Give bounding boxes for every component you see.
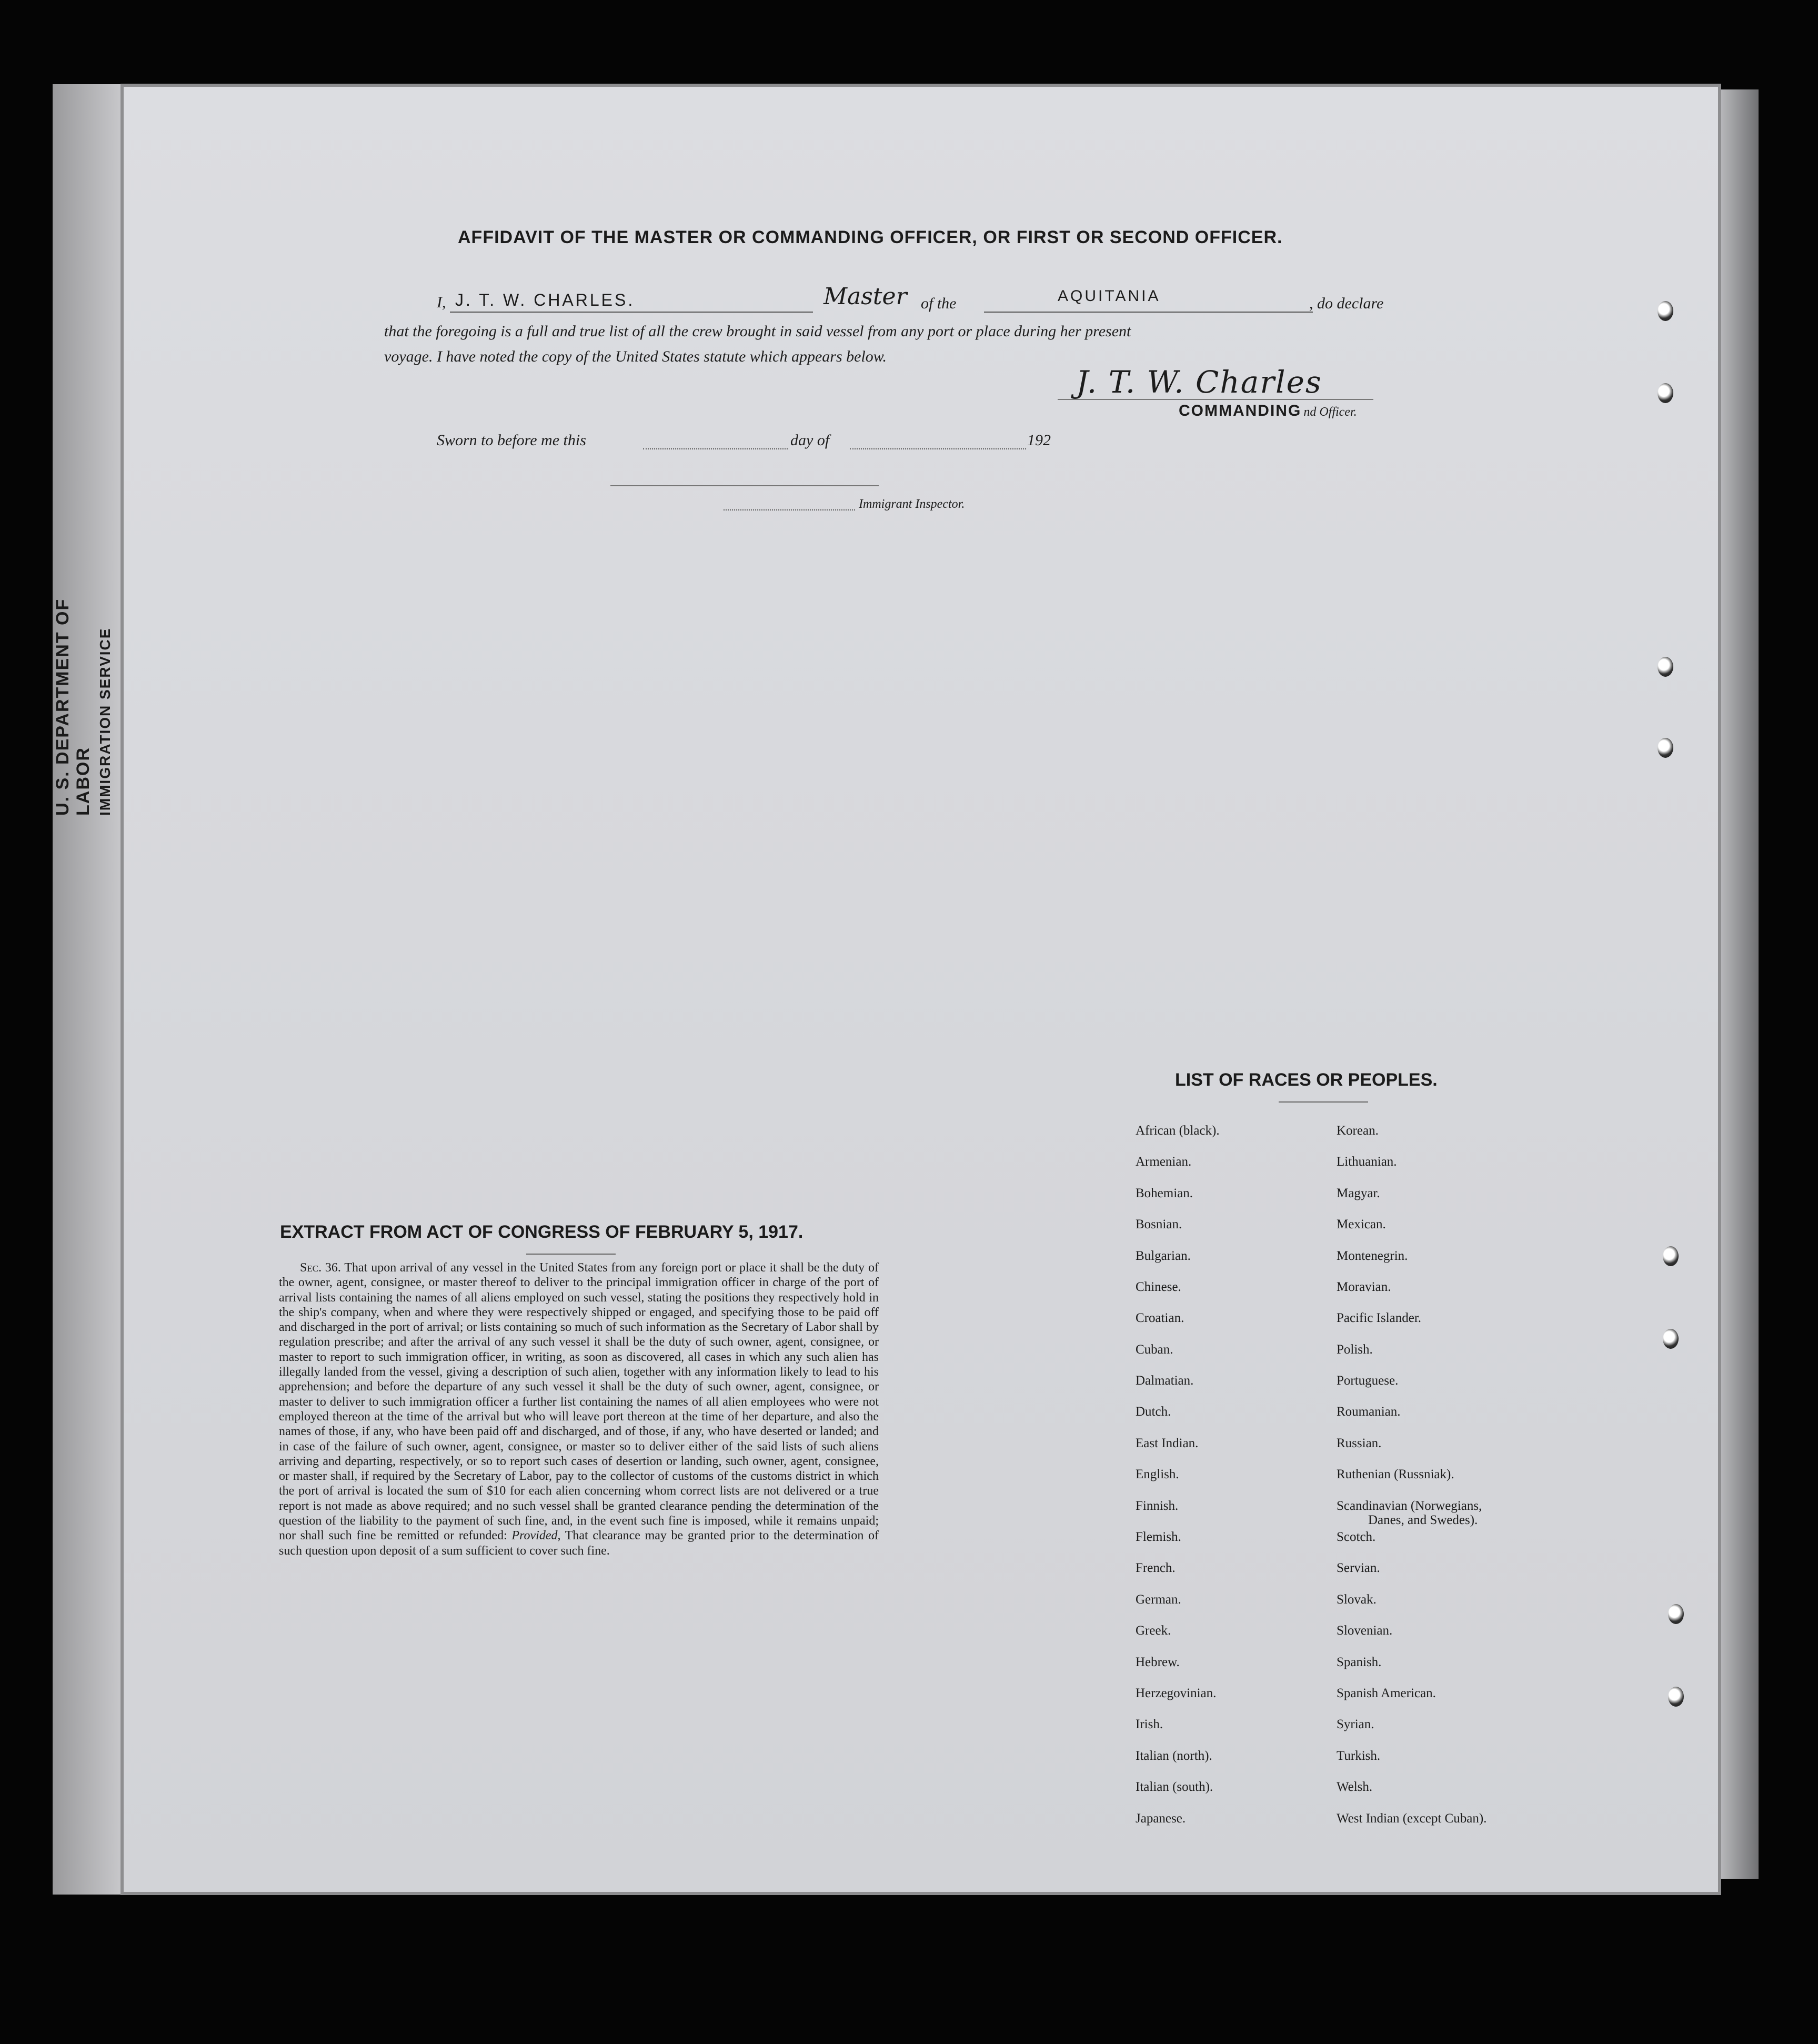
race-item: English. [1136,1467,1179,1481]
race-item: Armenian. [1136,1155,1192,1169]
extract-body [279,1260,879,1558]
race-item: Dalmatian. [1136,1374,1194,1388]
race-item: Irish. [1136,1717,1163,1731]
vessel-name: AQUITANIA [1058,287,1161,305]
punch-hole-icon [1658,738,1673,758]
race-item: Bosnian. [1136,1217,1182,1231]
race-item: Italian (north). [1136,1749,1212,1763]
master-signature: J. T. W. Charles [1076,364,1322,400]
affidavit-prefix: I, [437,294,446,311]
race-item: Turkish. [1337,1749,1381,1763]
name-underline [450,312,813,313]
officer-suffix: nd Officer. [1303,405,1357,419]
sworn-day-line [643,448,788,449]
race-item: Roumanian. [1337,1405,1401,1419]
extract-title-rule [526,1254,616,1255]
do-declare-text: , do declare [1309,295,1384,312]
commanding-stamp: COMMANDING [1179,402,1302,419]
extract-text-part2: That clearance may be granted prior to the determination of such question upon deposit of a sum sufficient to cover such fine. [279,1529,879,1558]
race-item: Slovak. [1337,1592,1377,1607]
race-item: Dutch. [1136,1405,1171,1419]
race-item: Welsh. [1337,1780,1373,1794]
extract-text-part1: That upon arrival of any vessel in the United States from any foreign port or place it shall be the duty of the owner, agent, consignee, or master thereof to deliver to the principal immigration officer in charge of the port of arrival lists containing the names of all aliens employed on such vessel, stating the positions they respectively hold in the ship's company, when and where they were respectively shipped or engaged, and specifying those to be paid off and discharged in the port of arrival; or lists containing so much of such information as the Secretary of Labor shall by regulation prescribe; and after the arrival of any such vessel it shall be the duty of such owner, agent, consignee, or master to report to such immigration officer, in writing, as soon as discovered, all cases in which any such alien has illegally landed from the vessel, giving a description of such alien, together with any information likely to lead to his apprehension; and before the departure of any such vessel it shall be the duty of such owner, agent, consignee, or master to deliver to such immigration officer a further list containing the names of all alien employees who were not employed thereon at the time of the arrival but who will leave port thereon at the time of her departure, and also the names of those, if any, who have been paid off and discharged, and of those, if any, who have deserted or landed; and in case of the failure of such owner, agent, consignee, or master so to deliver either of the said lists of such aliens arriving and departing, respectively, or so to report such cases of desertion or landing, such owner, agent, consignee, or master shall, if required by the Secretary of Labor, pay to the collector of customs of the customs district in which the port of arrival is located the sum of $10 for each alien concerning whom correct lists are not delivered or a true report is not made as above required; and no such vessel shall be granted clearance pending the determination of the question of the liability to the payment of such fine, and, in the event such fine is imposed, while it remains unpaid; nor shall such fine be remitted or refunded: [279,1261,879,1543]
extract-title: EXTRACT FROM ACT OF CONGRESS OF FEBRUARY 5, 1917. [280,1222,803,1242]
punch-hole-icon [1668,1604,1684,1624]
race-item: Greek. [1136,1624,1171,1638]
signature-title [1179,402,1357,420]
races-title-rule [1279,1101,1368,1103]
race-item: Syrian. [1337,1717,1374,1731]
race-item: Scotch. [1337,1530,1376,1544]
race-item: Ruthenian (Russniak). [1337,1467,1454,1481]
sworn-month-line [850,448,1026,449]
race-item: West Indian (except Cuban). [1337,1811,1487,1826]
provided-word: Provided, [511,1529,561,1543]
affidavit-line2: that the foregoing is a full and true list of all the crew brought in said vessel from any port or place during her present [384,323,1131,340]
race-item: Hebrew. [1136,1655,1180,1669]
inspector-label: Immigrant Inspector. [859,497,965,511]
race-item: Finnish. [1136,1499,1179,1513]
races-title: LIST OF RACES OR PEOPLES. [1175,1070,1438,1090]
rank-handwritten: Master [823,283,907,310]
race-item: Chinese. [1136,1280,1181,1294]
race-item: Moravian. [1337,1280,1391,1294]
department-name: U. S. DEPARTMENT OF LABOR [53,598,93,816]
right-page-edge [1716,89,1759,1879]
vessel-underline [984,312,1313,313]
race-item: Servian. [1337,1561,1380,1575]
service-name: IMMIGRATION SERVICE [97,627,113,816]
year-text: 192 [1027,432,1051,449]
left-margin-strip [53,84,124,1895]
race-item: Montenegrin. [1337,1249,1408,1263]
affidavit-line3: voyage. I have noted the copy of the United States statute which appears below. [384,348,887,365]
race-item: German. [1136,1592,1181,1607]
race-item: Spanish American. [1337,1686,1436,1700]
inspector-signature-line [610,485,879,486]
punch-hole-icon [1668,1687,1684,1707]
race-item: Polish. [1337,1342,1373,1357]
race-item: Mexican. [1337,1217,1386,1231]
punch-hole-icon [1663,1329,1679,1349]
race-item: Russian. [1337,1436,1382,1450]
section-label: Sec. 36. [300,1261,341,1275]
race-item: Slovenian. [1337,1624,1393,1638]
race-item: East Indian. [1136,1436,1199,1450]
race-item: Japanese. [1136,1811,1186,1826]
master-name: J. T. W. CHARLES. [455,290,635,309]
day-of-text: day of [790,432,830,449]
race-item: French. [1136,1561,1176,1575]
punch-hole-icon [1658,383,1673,403]
race-item: Bohemian. [1136,1186,1193,1200]
race-item: Italian (south). [1136,1780,1213,1794]
race-item: Bulgarian. [1136,1249,1191,1263]
race-item: Flemish. [1136,1530,1181,1544]
of-the-text: of the [921,295,957,312]
side-department-label [53,553,116,816]
inspector-dotted-line [724,509,855,510]
race-item: Herzegovinian. [1136,1686,1217,1700]
punch-hole-icon [1658,301,1673,321]
race-item: African (black). [1136,1124,1220,1138]
signature-line [1058,399,1373,400]
race-item: Spanish. [1337,1655,1382,1669]
punch-hole-icon [1663,1246,1679,1266]
punch-hole-icon [1658,657,1673,677]
document-page [124,87,1718,1892]
race-item: Magyar. [1337,1186,1380,1200]
affidavit-title: AFFIDAVIT OF THE MASTER OR COMMANDING OFFICER, OR FIRST OR SECOND OFFICER. [458,227,1283,247]
race-item: Lithuanian. [1337,1155,1397,1169]
race-item: Korean. [1337,1124,1379,1138]
race-item: Portuguese. [1337,1374,1399,1388]
sworn-text: Sworn to before me this [437,432,586,449]
race-item-continued: Danes, and Swedes). [1368,1513,1478,1527]
race-item: Pacific Islander. [1337,1311,1422,1325]
race-item: Cuban. [1136,1342,1173,1357]
race-item: Scandinavian (Norwegians, [1337,1499,1482,1513]
race-item: Croatian. [1136,1311,1184,1325]
